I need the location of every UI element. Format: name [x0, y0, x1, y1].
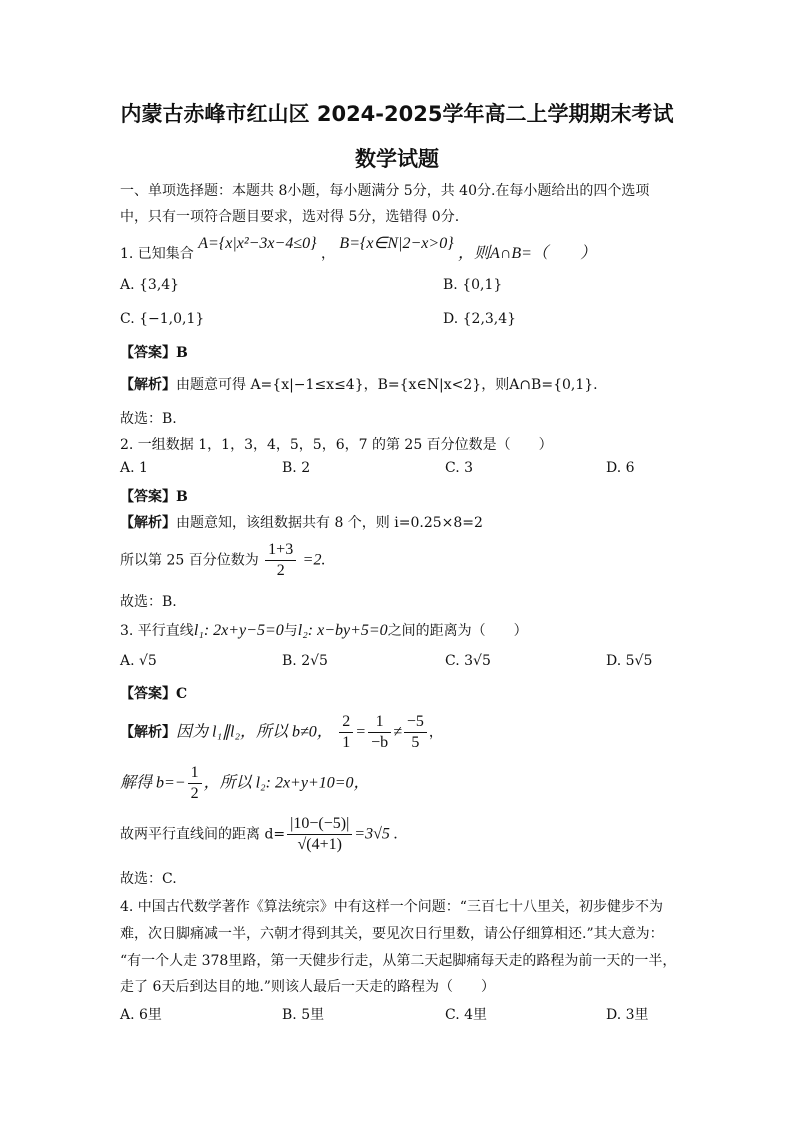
question-4-option-d[interactable]: D. 3里	[606, 1007, 649, 1023]
fraction: $\frac{1}{2}$	[188, 763, 202, 804]
fraction: $\frac{1}{-b}$	[368, 712, 391, 753]
analysis-label: 【解析】	[120, 724, 176, 741]
question-3-answer: 【答案】C	[120, 686, 188, 702]
set-a-expression: A={x|x²−3x−4≤0}	[198, 235, 317, 252]
question-2-calculation: 所以第 25 百分位数为 $\frac{1+3}{2}$ =2.	[120, 541, 326, 579]
question-2-stem: 2. 一组数据 1，1，3，4，5，5，6，7 的第 25 百分位数是（ ）	[120, 437, 553, 453]
question-4-stem-line4: 走了 6天后到达目的地.”则该人最后一天走的路程为（ ）	[120, 979, 495, 995]
question-1-option-d[interactable]: D. {2,3,4}	[443, 311, 517, 327]
analysis-text: 由题意可得 A={x|−1≤x≤4}，B={x∈N|x<2}，则A∩B={0,1}.	[176, 377, 598, 393]
question-3-option-d[interactable]: D. 5√5	[606, 653, 653, 669]
question-2-option-c[interactable]: C. 3	[445, 460, 474, 476]
analysis-label: 【解析】	[120, 377, 176, 393]
page-title: 内蒙古赤峰市红山区 2024-2025学年高二上学期期末考试	[120, 102, 674, 126]
question-4-option-a[interactable]: A. 6里	[120, 1007, 162, 1023]
section-instructions-line2: 中，只有一项符合题目要求，选对得 5分，选错得 0分.	[120, 209, 460, 225]
question-3-stem: 3. 平行直线l₁: 2x+y−5=0与l₂: x−by+5=0之间的距离为（ ）	[120, 622, 528, 639]
fraction: $\frac{|10-(-5)|}{√(4+1)}$	[287, 814, 352, 855]
question-3-option-c[interactable]: C. 3√5	[445, 653, 491, 669]
question-1-option-a[interactable]: A. {3,4}	[120, 277, 180, 293]
line-l2-equation: l₂: x−by+5=0	[297, 622, 388, 639]
question-4-stem-line3: “有一个人走 378里路，第一天健步行走，从第二天起脚痛每天走的路程为前一天的一半，	[120, 953, 677, 969]
fraction: $\frac{2}{1}$	[339, 712, 353, 753]
question-1-analysis	[120, 374, 598, 394]
question-2-answer: 【答案】B	[120, 489, 188, 505]
question-1-number: 1. 已知集合	[120, 246, 194, 262]
page-subtitle: 数学试题	[355, 147, 439, 171]
question-1-stem: 1. 已知集合 A={x|x²−3x−4≤0} ， B={x∈N|2−x>0} ，则A∩B=（ ）	[120, 235, 596, 262]
analysis-text: 由题意知，该组数据共有 8 个，则 i=0.25×8=2	[176, 515, 483, 531]
question-4-option-b[interactable]: B. 5里	[282, 1007, 325, 1023]
question-1-ask: ，则A∩B=（ ）	[458, 245, 596, 262]
question-2-option-b[interactable]: B. 2	[282, 460, 311, 476]
question-3-analysis: 【解析】因为 l₁∥l₂，所以 b≠0， $\frac{2}{1}$ = $\frac{1}{-b}$ ≠ $\frac{-5}{5}$ ，	[120, 713, 443, 751]
question-3-conclusion: 故选：C.	[120, 871, 177, 887]
question-1-conclusion: 故选：B.	[120, 411, 177, 427]
question-2-option-d[interactable]: D. 6	[606, 460, 635, 476]
set-b-expression: B={x∈N|2−x>0}	[339, 235, 454, 252]
question-1-answer: 【答案】B	[120, 345, 188, 361]
question-2-analysis	[120, 512, 483, 532]
question-4-option-c[interactable]: C. 4里	[445, 1007, 488, 1023]
question-3-option-a[interactable]: A. √5	[120, 653, 157, 669]
analysis-label: 【解析】	[120, 515, 176, 531]
question-3-solve-step: 解得 b=− $\frac{1}{2}$ ，所以 l₂: 2x+y+10=0，	[120, 764, 370, 802]
question-1-option-b[interactable]: B. {0,1}	[443, 277, 503, 293]
question-4-stem-line2: 难，次日脚痛减一半，六朝才得到其关，要见次日行里数，请公仔细算相还.”其大意为：	[120, 926, 664, 942]
question-3-option-b[interactable]: B. 2√5	[282, 653, 328, 669]
question-3-distance-step: 故两平行直线间的距离 d= $\frac{|10-(-5)|}{√(4+1)}$ =3√5 .	[120, 815, 398, 853]
question-2-conclusion: 故选：B.	[120, 594, 177, 610]
section-instructions-line1: 一、单项选择题：本题共 8小题，每小题满分 5分，共 40分.在每小题给出的四个选项	[120, 183, 650, 199]
question-2-option-a[interactable]: A. 1	[120, 460, 148, 476]
question-1-option-c[interactable]: C. {−1,0,1}	[120, 311, 205, 327]
fraction: $\frac{1+3}{2}$	[265, 540, 296, 581]
question-4-stem-line1: 4. 中国古代数学著作《算法统宗》中有这样一个问题：“三百七十八里关，初步健步不为	[120, 899, 663, 915]
fraction: $\frac{-5}{5}$	[404, 712, 427, 753]
line-l1-equation: l₁: 2x+y−5=0	[193, 622, 284, 639]
